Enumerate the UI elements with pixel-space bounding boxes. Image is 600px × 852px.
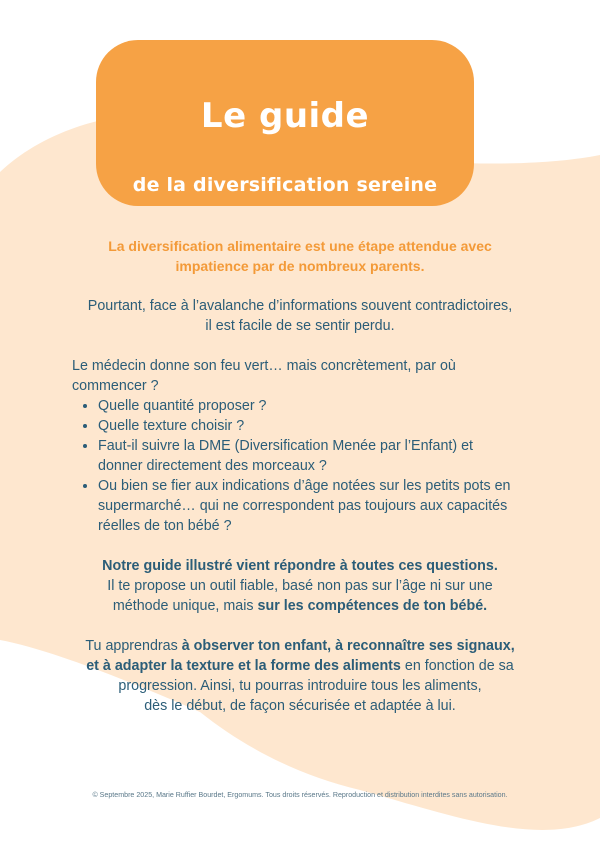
title-card	[96, 40, 474, 206]
list-item	[98, 396, 528, 416]
paragraph-5-line-4: dès le début, de façon sécurisée et adaptée à lui.	[144, 698, 456, 714]
paragraph-5-line-3: progression. Ainsi, tu pourras introduire tous les aliments,	[118, 678, 482, 694]
question-1: Quelle quantité proposer ?	[98, 398, 267, 414]
paragraph-3-line-1: Le médecin donne son feu vert… mais concrètement, par où	[72, 358, 456, 374]
question-4-line-3: réelles de ton bébé ?	[98, 518, 232, 534]
paragraph-5	[72, 636, 528, 716]
title-sub: de la diversification sereine	[132, 174, 438, 196]
intro-line-2: impatience par de nombreux parents.	[175, 258, 425, 274]
paragraph-5-line-2-end: en fonction de sa	[400, 658, 514, 674]
paragraph-2-line-2: il est facile de se sentir perdu.	[205, 318, 395, 334]
paragraph-2-line-1: Pourtant, face à l’avalanche d’informations souvent contradictoires,	[87, 298, 513, 314]
paragraph-4	[72, 556, 528, 616]
paragraph-4-line-3-bold: sur les compétences de ton bébé.	[257, 598, 488, 614]
paragraph-5-line-1-start: Tu apprendras	[85, 638, 182, 654]
intro-line-1: La diversification alimentaire est une étape attendue avec	[108, 238, 492, 254]
question-4-line-1: Ou bien se fier aux indications d’âge notées sur les petits pots en	[98, 478, 511, 494]
paragraph-3-line-2: commencer ?	[72, 378, 159, 394]
title-main: Le guide	[200, 96, 370, 136]
paragraph-4-bold: Notre guide illustré vient répondre à toutes ces questions.	[102, 558, 498, 574]
list-item	[98, 436, 528, 476]
content	[72, 236, 528, 736]
intro-paragraph	[72, 236, 528, 276]
paragraph-3	[72, 356, 528, 396]
questions-list	[72, 396, 528, 536]
paragraph-5-line-2-bold: et à adapter la texture et la forme des aliments	[86, 658, 401, 674]
question-3-line-1: Faut-il suivre la DME (Diversification Menée par l’Enfant) et	[98, 438, 474, 454]
question-2: Quelle texture choisir ?	[98, 418, 245, 434]
paragraph-5-line-1-bold: à observer ton enfant, à reconnaître ses signaux,	[181, 638, 515, 654]
paragraph-2	[72, 296, 528, 336]
question-3-line-2: donner directement des morceaux ?	[98, 458, 327, 474]
question-4-line-2: supermarché… qui ne correspondent pas toujours aux capacités	[98, 498, 508, 514]
paragraph-4-line-3-start: méthode unique, mais	[112, 598, 258, 614]
copyright-footer: © Septembre 2025, Marie Ruffier Bourdet, Ergomums. Tous droits réservés. Reproduction et distribution interdites sans autorisation.	[92, 791, 508, 799]
list-item	[98, 416, 528, 436]
list-item	[98, 476, 528, 536]
paragraph-4-line-2: Il te propose un outil fiable, basé non pas sur l’âge ni sur une	[107, 578, 493, 594]
